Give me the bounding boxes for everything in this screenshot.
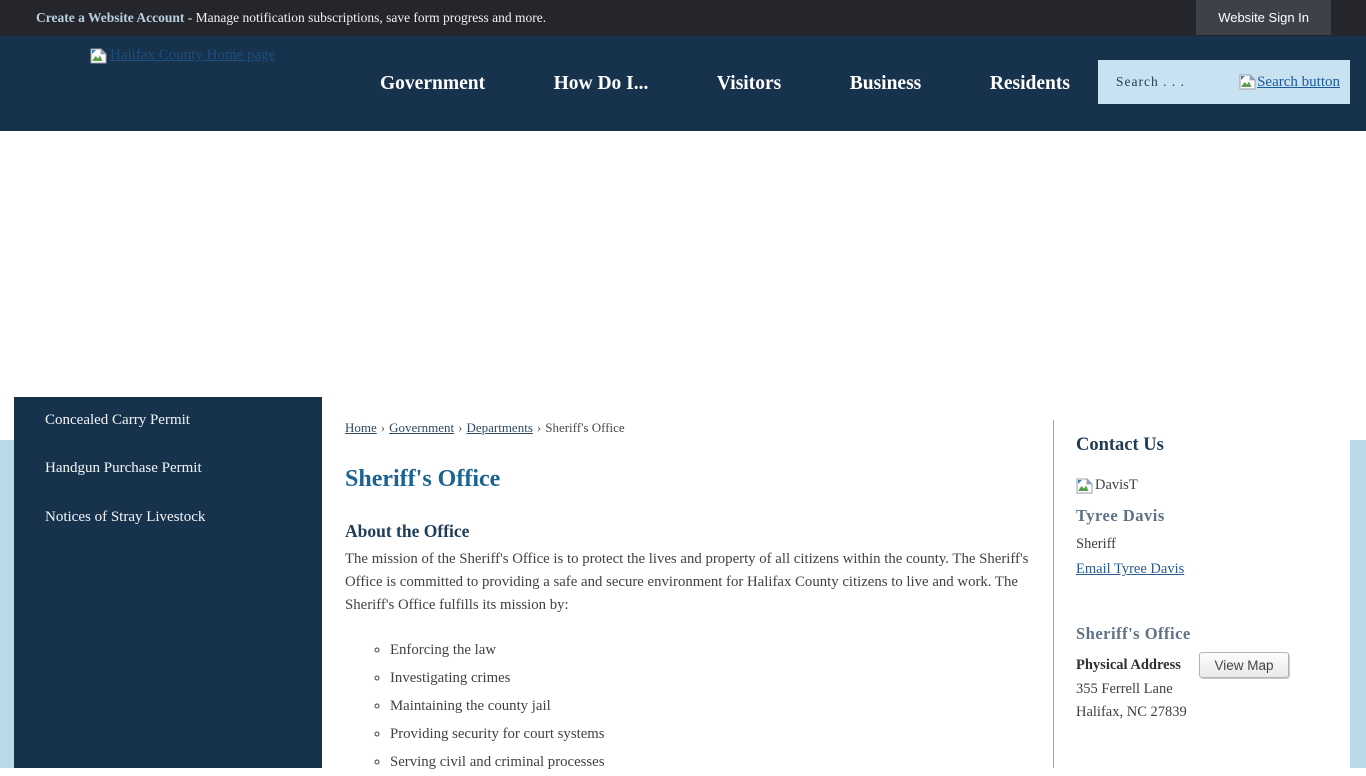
breadcrumb-departments-link[interactable]: Departments xyxy=(466,420,533,435)
contact-us-heading: Contact Us xyxy=(1076,435,1164,455)
breadcrumb-separator: › xyxy=(536,420,542,435)
list-item: ◦ Enforcing the law xyxy=(390,636,605,664)
content-divider xyxy=(1053,420,1054,768)
sidebar-item-concealed-carry-permit[interactable]: Concealed Carry Permit xyxy=(45,412,190,428)
home-logo-link[interactable] xyxy=(90,47,275,64)
nav-business[interactable]: Business xyxy=(849,72,922,94)
nav-government[interactable]: Government xyxy=(380,72,486,94)
broken-image-icon xyxy=(1076,478,1093,494)
mission-bullet-list xyxy=(370,636,605,776)
email-link[interactable]: Email Tyree Davis xyxy=(1076,561,1185,577)
sidebar-item-notices-of-stray-livestock[interactable]: Notices of Stray Livestock xyxy=(45,509,206,525)
contact-job-title: Sheriff xyxy=(1076,536,1117,552)
account-promo-tail: - Manage notification subscriptions, save form progress and more. xyxy=(184,10,547,25)
nav-residents[interactable]: Residents xyxy=(989,72,1070,94)
site-header xyxy=(0,36,1366,131)
photo-alt-text: DavisT xyxy=(1095,477,1138,493)
address-street: 355 Ferrell Lane xyxy=(1076,681,1173,697)
breadcrumb xyxy=(345,420,625,436)
top-utility-bar xyxy=(0,0,1366,36)
search-input[interactable]: Search . . . xyxy=(1116,74,1185,89)
left-sidebar xyxy=(14,397,322,768)
broken-image-icon xyxy=(1239,74,1256,90)
sheriff-photo-broken xyxy=(1076,477,1138,494)
search-button[interactable] xyxy=(1239,74,1340,91)
main-navigation xyxy=(380,36,1070,131)
sidebar-item-handgun-purchase-permit[interactable]: Handgun Purchase Permit xyxy=(45,460,202,476)
search-button-alt-text: Search button xyxy=(1257,73,1340,90)
breadcrumb-home-link[interactable]: Home xyxy=(345,420,377,435)
account-promo-text xyxy=(36,0,546,36)
contact-name: Tyree Davis xyxy=(1076,506,1165,525)
breadcrumb-separator: › xyxy=(458,420,463,435)
nav-how-do-i[interactable]: How Do I... xyxy=(553,72,649,94)
breadcrumb-current: Sheriff's Office xyxy=(545,420,625,435)
list-item: ◦ Maintaining the county jail xyxy=(390,692,605,720)
contact-office-name: Sheriff's Office xyxy=(1076,624,1191,643)
list-item: ◦ Serving civil and criminal processes xyxy=(390,748,605,776)
create-account-link[interactable]: Create a Website Account xyxy=(36,10,185,25)
mission-paragraph: The mission of the Sheriff's Office is to protect the lives and property of all citizens within the county. The Sheriff's Office is committed to providing a safe and secure environment for Halifax County citizens to live and work. The Sheriff's Office fulfills its mission by: xyxy=(345,551,1029,613)
website-sign-in-button[interactable]: Website Sign In xyxy=(1196,0,1331,35)
breadcrumb-separator: › xyxy=(380,420,386,435)
about-section-heading: About the Office xyxy=(345,521,470,541)
physical-address-label: Physical Address xyxy=(1076,657,1181,673)
broken-image-icon xyxy=(90,48,107,64)
list-item: ◦ Investigating crimes xyxy=(390,664,605,692)
search-box[interactable] xyxy=(1098,60,1350,104)
address-city-state-zip: Halifax, NC 27839 xyxy=(1076,704,1187,720)
logo-alt-text: Halifax County Home page xyxy=(110,47,276,63)
breadcrumb-government-link[interactable]: Government xyxy=(389,420,455,435)
nav-visitors[interactable]: Visitors xyxy=(716,72,782,94)
list-item: ◦ Providing security for court systems xyxy=(390,720,605,748)
page-title: Sheriff's Office xyxy=(345,466,501,492)
view-map-button[interactable]: View Map xyxy=(1199,652,1289,678)
